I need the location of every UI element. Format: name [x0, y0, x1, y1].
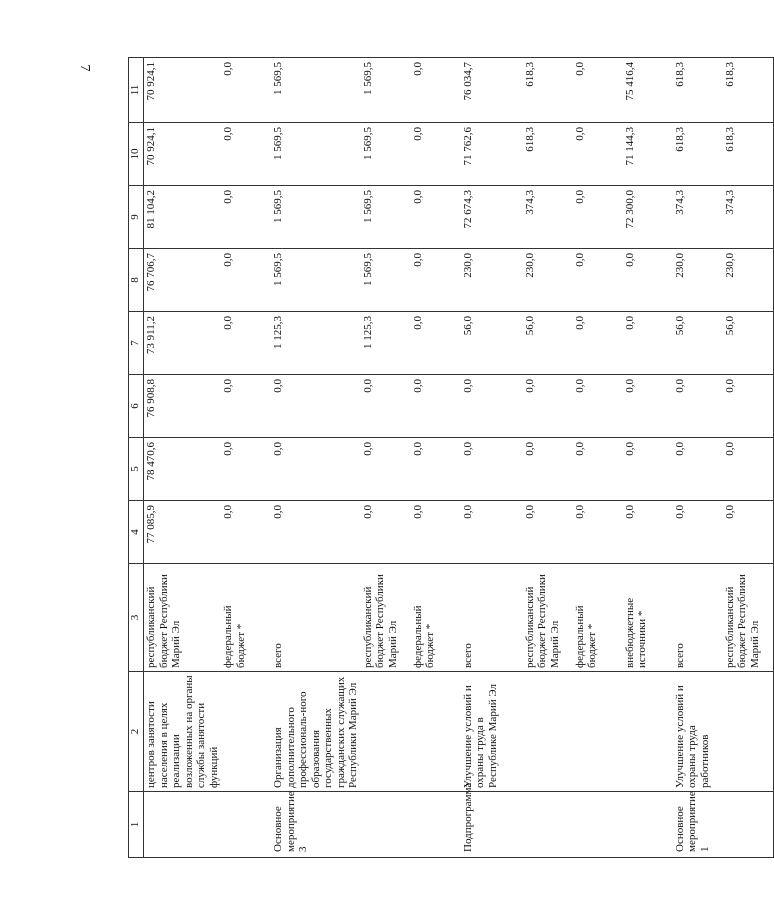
- value-cell: 0,0: [461, 438, 523, 501]
- value-cell: 0,0: [723, 438, 774, 501]
- value-cell: 0,0: [623, 375, 673, 438]
- value-cell: 1 125,3: [361, 312, 411, 375]
- table-body: [144, 58, 774, 858]
- header-cell: 9: [129, 186, 144, 249]
- value-cell: 0,0: [411, 438, 461, 501]
- value-cell: 71 144,3: [623, 123, 673, 186]
- value-cell: 1 569,5: [361, 249, 411, 312]
- value-cell: 0,0: [411, 312, 461, 375]
- table-row: [523, 58, 573, 858]
- value-cell: 0,0: [411, 58, 461, 123]
- header-cell: 4: [129, 501, 144, 564]
- row-category-cell: Подпрограмма: [461, 792, 523, 858]
- row-source-cell: всего: [673, 564, 723, 672]
- value-cell: 0,0: [623, 501, 673, 564]
- value-cell: 0,0: [461, 375, 523, 438]
- value-cell: 76 034,7: [461, 58, 523, 123]
- row-category-cell: [221, 792, 271, 858]
- table-row: [623, 58, 673, 858]
- value-cell: 1 569,5: [271, 123, 361, 186]
- value-cell: 0,0: [723, 501, 774, 564]
- value-cell: 1 569,5: [361, 58, 411, 123]
- header-cell: 7: [129, 312, 144, 375]
- value-cell: 1 569,5: [271, 186, 361, 249]
- value-cell: 0,0: [523, 501, 573, 564]
- row-source-cell: республиканский бюджет Республики Марий Эл: [361, 564, 411, 672]
- value-cell: 75 416,4: [623, 58, 673, 123]
- value-cell: 0,0: [361, 501, 411, 564]
- value-cell: 0,0: [411, 249, 461, 312]
- value-cell: 618,3: [523, 123, 573, 186]
- row-source-cell: федеральный бюджет *: [221, 564, 271, 672]
- table-row: [144, 58, 222, 858]
- row-category-cell: [361, 792, 411, 858]
- value-cell: 1 125,3: [271, 312, 361, 375]
- value-cell: 0,0: [623, 312, 673, 375]
- value-cell: 230,0: [673, 249, 723, 312]
- value-cell: 1 569,5: [271, 249, 361, 312]
- value-cell: 72 300,0: [623, 186, 673, 249]
- value-cell: 0,0: [361, 375, 411, 438]
- row-category-cell: [144, 792, 222, 858]
- row-source-cell: федеральный бюджет *: [411, 564, 461, 672]
- header-cell: 3: [129, 564, 144, 672]
- value-cell: 374,3: [723, 186, 774, 249]
- budget-table: [128, 57, 774, 858]
- value-cell: 0,0: [411, 375, 461, 438]
- value-cell: 0,0: [623, 249, 673, 312]
- value-cell: 0,0: [221, 438, 271, 501]
- value-cell: 0,0: [673, 438, 723, 501]
- value-cell: 0,0: [411, 186, 461, 249]
- row-name-cell: центров занятости населения в целях реализации возложенных на органы службы занятости функций: [144, 672, 222, 792]
- value-cell: 1 569,5: [361, 186, 411, 249]
- value-cell: 0,0: [723, 375, 774, 438]
- value-cell: 0,0: [221, 123, 271, 186]
- header-cell: 8: [129, 249, 144, 312]
- row-source-cell: республиканский бюджет Республики Марий Эл: [523, 564, 573, 672]
- row-name-cell: Улучшение условий и охраны труда в Республике Марий Эл: [461, 672, 523, 792]
- value-cell: 0,0: [573, 249, 623, 312]
- value-cell: 0,0: [271, 375, 361, 438]
- row-source-cell: внебюджетные источники *: [623, 564, 673, 672]
- value-cell: 0,0: [573, 123, 623, 186]
- row-name-cell: Организация дополнительного профессиональ-ного образования государственных гражданских служащих Республики Марий Эл: [271, 672, 361, 792]
- row-source-cell: всего: [271, 564, 361, 672]
- value-cell: 374,3: [673, 186, 723, 249]
- table-row: [673, 58, 723, 858]
- header-cell: 10: [129, 123, 144, 186]
- value-cell: 0,0: [673, 375, 723, 438]
- row-category-cell: [523, 792, 573, 858]
- row-category-cell: [723, 792, 774, 858]
- value-cell: 0,0: [523, 438, 573, 501]
- value-cell: 81 104,2: [144, 186, 222, 249]
- table-row: [461, 58, 523, 858]
- header-cell: 1: [129, 792, 144, 858]
- value-cell: 56,0: [461, 312, 523, 375]
- row-source-cell: всего: [461, 564, 523, 672]
- row-source-cell: федеральный бюджет *: [573, 564, 623, 672]
- row-category-cell: [623, 792, 673, 858]
- row-name-cell: [723, 672, 774, 792]
- value-cell: 0,0: [361, 438, 411, 501]
- value-cell: 0,0: [573, 186, 623, 249]
- value-cell: 0,0: [271, 501, 361, 564]
- row-category-cell: [573, 792, 623, 858]
- row-source-cell: республиканский бюджет Республики Марий Эл: [723, 564, 774, 672]
- value-cell: 618,3: [723, 58, 774, 123]
- value-cell: 618,3: [723, 123, 774, 186]
- value-cell: 0,0: [221, 312, 271, 375]
- table-row: [221, 58, 271, 858]
- value-cell: 1 569,5: [271, 58, 361, 123]
- value-cell: 618,3: [673, 123, 723, 186]
- row-name-cell: [361, 672, 411, 792]
- header-cell: 2: [129, 672, 144, 792]
- row-name-cell: [411, 672, 461, 792]
- value-cell: 56,0: [673, 312, 723, 375]
- table-row: [361, 58, 411, 858]
- table-row: [411, 58, 461, 858]
- value-cell: 0,0: [411, 501, 461, 564]
- value-cell: 0,0: [673, 501, 723, 564]
- page-number: 7: [77, 64, 92, 72]
- value-cell: 0,0: [221, 186, 271, 249]
- value-cell: 618,3: [673, 58, 723, 123]
- rotated-table-container: [128, 58, 761, 858]
- value-cell: 0,0: [573, 58, 623, 123]
- value-cell: 0,0: [623, 438, 673, 501]
- value-cell: 76 908,8: [144, 375, 222, 438]
- row-name-cell: [573, 672, 623, 792]
- value-cell: 70 924,1: [144, 123, 222, 186]
- value-cell: 230,0: [723, 249, 774, 312]
- table-row: [271, 58, 361, 858]
- value-cell: 77 085,9: [144, 501, 222, 564]
- header-cell: 6: [129, 375, 144, 438]
- value-cell: 78 470,6: [144, 438, 222, 501]
- value-cell: 72 674,3: [461, 186, 523, 249]
- value-cell: 56,0: [523, 312, 573, 375]
- value-cell: 0,0: [221, 249, 271, 312]
- row-category-cell: [411, 792, 461, 858]
- value-cell: 56,0: [723, 312, 774, 375]
- row-name-cell: [623, 672, 673, 792]
- value-cell: 70 924,1: [144, 58, 222, 123]
- value-cell: 0,0: [573, 438, 623, 501]
- value-cell: 0,0: [221, 375, 271, 438]
- value-cell: 0,0: [573, 501, 623, 564]
- value-cell: 230,0: [461, 249, 523, 312]
- value-cell: 230,0: [523, 249, 573, 312]
- row-category-cell: Основное мероприятие 1: [673, 792, 723, 858]
- value-cell: 374,3: [523, 186, 573, 249]
- value-cell: 0,0: [523, 375, 573, 438]
- value-cell: 71 762,6: [461, 123, 523, 186]
- table-row: [573, 58, 623, 858]
- value-cell: 0,0: [573, 312, 623, 375]
- value-cell: 0,0: [411, 123, 461, 186]
- value-cell: 0,0: [221, 58, 271, 123]
- value-cell: 0,0: [271, 438, 361, 501]
- value-cell: 0,0: [461, 501, 523, 564]
- column-number-header: [129, 58, 144, 858]
- row-name-cell: Улучшение условий и охраны труда работников: [673, 672, 723, 792]
- value-cell: 73 911,2: [144, 312, 222, 375]
- table-row: [723, 58, 774, 858]
- value-cell: 76 706,7: [144, 249, 222, 312]
- row-name-cell: [221, 672, 271, 792]
- header-cell: 5: [129, 438, 144, 501]
- value-cell: 1 569,5: [361, 123, 411, 186]
- row-source-cell: республиканский бюджет Республики Марий Эл: [144, 564, 222, 672]
- value-cell: 0,0: [573, 375, 623, 438]
- header-cell: 11: [129, 58, 144, 123]
- row-name-cell: [523, 672, 573, 792]
- row-category-cell: Основное мероприятие 3: [271, 792, 361, 858]
- value-cell: 618,3: [523, 58, 573, 123]
- value-cell: 0,0: [221, 501, 271, 564]
